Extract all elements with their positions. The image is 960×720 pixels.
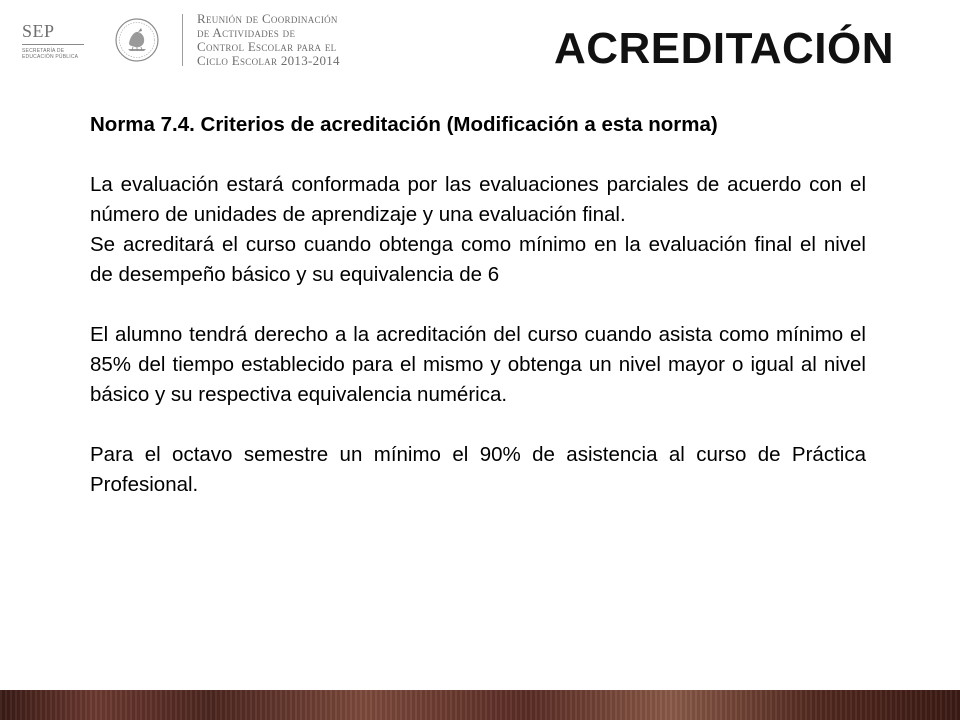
sep-rule	[22, 44, 84, 45]
paragraph: El alumno tendrá derecho a la acreditación del curso cuando asista como mínimo el 85% del tiempo establecido para el mismo y obtenga un nivel mayor o igual al nivel básico y su respectiva equivalencia numérica.	[90, 323, 866, 406]
meeting-title	[197, 12, 340, 68]
paragraph: Para el octavo semestre un mínimo el 90% de asistencia al curso de Práctica Profesional.	[90, 443, 866, 496]
meeting-title-line: Reunión de Coordinación	[197, 11, 338, 26]
sep-logo	[22, 21, 102, 60]
paragraph: La evaluación estará conformada por las evaluaciones parciales de acuerdo con el número de unidades de aprendizaje y una evaluación final.	[90, 173, 866, 226]
paragraph-gap	[90, 410, 866, 440]
meeting-title-line: de Actividades de	[197, 25, 296, 40]
sep-wordmark: SEP	[22, 20, 55, 41]
slide-title: ACREDITACIÓN	[553, 24, 894, 73]
meeting-title-line: Ciclo Escolar 2013-2014	[197, 53, 340, 68]
norm-heading: Norma 7.4. Criterios de acreditación (Modificación a esta norma)	[90, 113, 718, 136]
header-divider	[182, 14, 183, 66]
sep-subtitle-line1: SECRETARÍA DE	[22, 47, 65, 54]
slide-content	[90, 110, 866, 500]
footer-decorative-band	[0, 690, 960, 720]
mexican-coat-of-arms-icon	[114, 17, 160, 63]
header-logos	[22, 12, 340, 68]
sep-subtitle-line2: EDUCACIÓN PÚBLICA	[22, 53, 79, 60]
paragraph-gap	[90, 290, 866, 320]
meeting-title-line: Control Escolar para el	[197, 39, 337, 54]
paragraph: Se acreditará el curso cuando obtenga como mínimo en la evaluación final el nivel de desempeño básico y su equivalencia de 6	[90, 233, 866, 286]
